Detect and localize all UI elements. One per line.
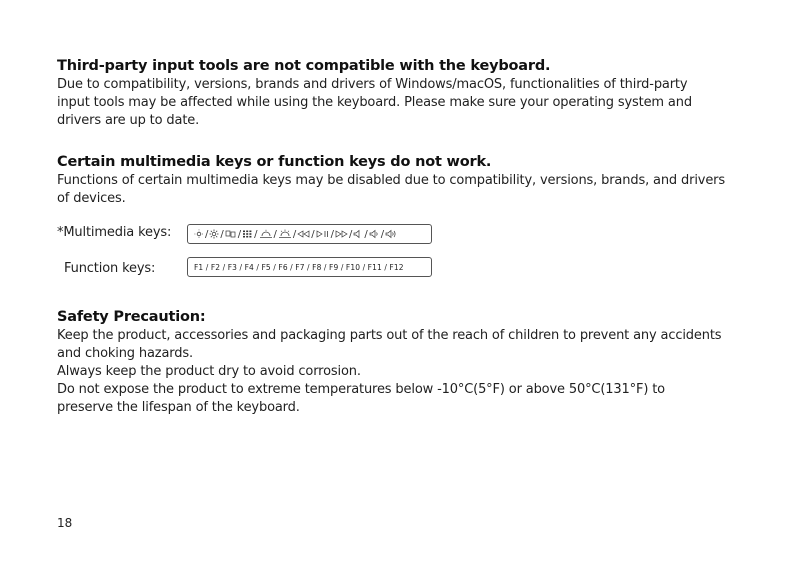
safety-line-2: and choking hazards. xyxy=(57,346,193,361)
compatibility-heading: Third-party input tools are not compatible with the keyboard. xyxy=(57,58,551,74)
brightness-down-icon xyxy=(194,229,204,239)
multimedia-keys-box: / / / / / / / / / / / xyxy=(187,224,432,244)
safety-line-4: Do not expose the product to extreme temperatures below -10°C(5°F) or above 50°C(131°F) to xyxy=(57,382,665,397)
page-number: 18 xyxy=(57,516,73,530)
function-keys-box xyxy=(187,257,432,277)
keys-heading: Certain multimedia keys or function keys do not work. xyxy=(57,154,492,170)
compatibility-line-1: Due to compatibility, versions, brands and drivers of Windows/macOS, functionalities of third-party xyxy=(57,77,688,92)
apps-grid-icon xyxy=(242,229,253,239)
task-view-icon xyxy=(225,229,237,239)
keys-line-1: Functions of certain multimedia keys may be disabled due to compatibility, versions, brands, and drivers xyxy=(57,173,725,188)
compatibility-line-2: input tools may be affected while using the keyboard. Please make sure your operating system and xyxy=(57,95,692,110)
compatibility-line-3: drivers are up to date. xyxy=(57,113,200,128)
brightness-up-icon xyxy=(209,229,219,239)
safety-heading: Safety Precaution: xyxy=(57,309,206,325)
previous-track-icon xyxy=(297,229,310,239)
keys-line-2: of devices. xyxy=(57,191,126,206)
keys-section xyxy=(57,153,737,208)
safety-section xyxy=(57,308,737,417)
function-keys-text: F1 / F2 / F3 / F4 / F5 / F6 / F7 / F8 / F9 / F10 / F11 / F12 xyxy=(194,262,404,272)
compatibility-section xyxy=(57,57,737,130)
next-track-icon xyxy=(335,229,348,239)
volume-down-icon xyxy=(369,229,380,239)
safety-line-3: Always keep the product dry to avoid corrosion. xyxy=(57,364,361,379)
multimedia-keys-label: *Multimedia keys: xyxy=(57,225,172,240)
mute-icon xyxy=(353,229,363,239)
volume-up-icon xyxy=(385,229,397,239)
function-keys-row xyxy=(64,261,155,276)
safety-line-5: preserve the lifespan of the keyboard. xyxy=(57,400,300,415)
safety-line-1: Keep the product, accessories and packaging parts out of the reach of children to prevent any accidents xyxy=(57,328,722,343)
play-pause-icon xyxy=(316,229,330,239)
backlight-down-icon xyxy=(259,229,273,239)
multimedia-keys-row xyxy=(57,225,171,240)
backlight-up-icon xyxy=(278,229,292,239)
function-keys-label: Function keys: xyxy=(64,261,156,276)
